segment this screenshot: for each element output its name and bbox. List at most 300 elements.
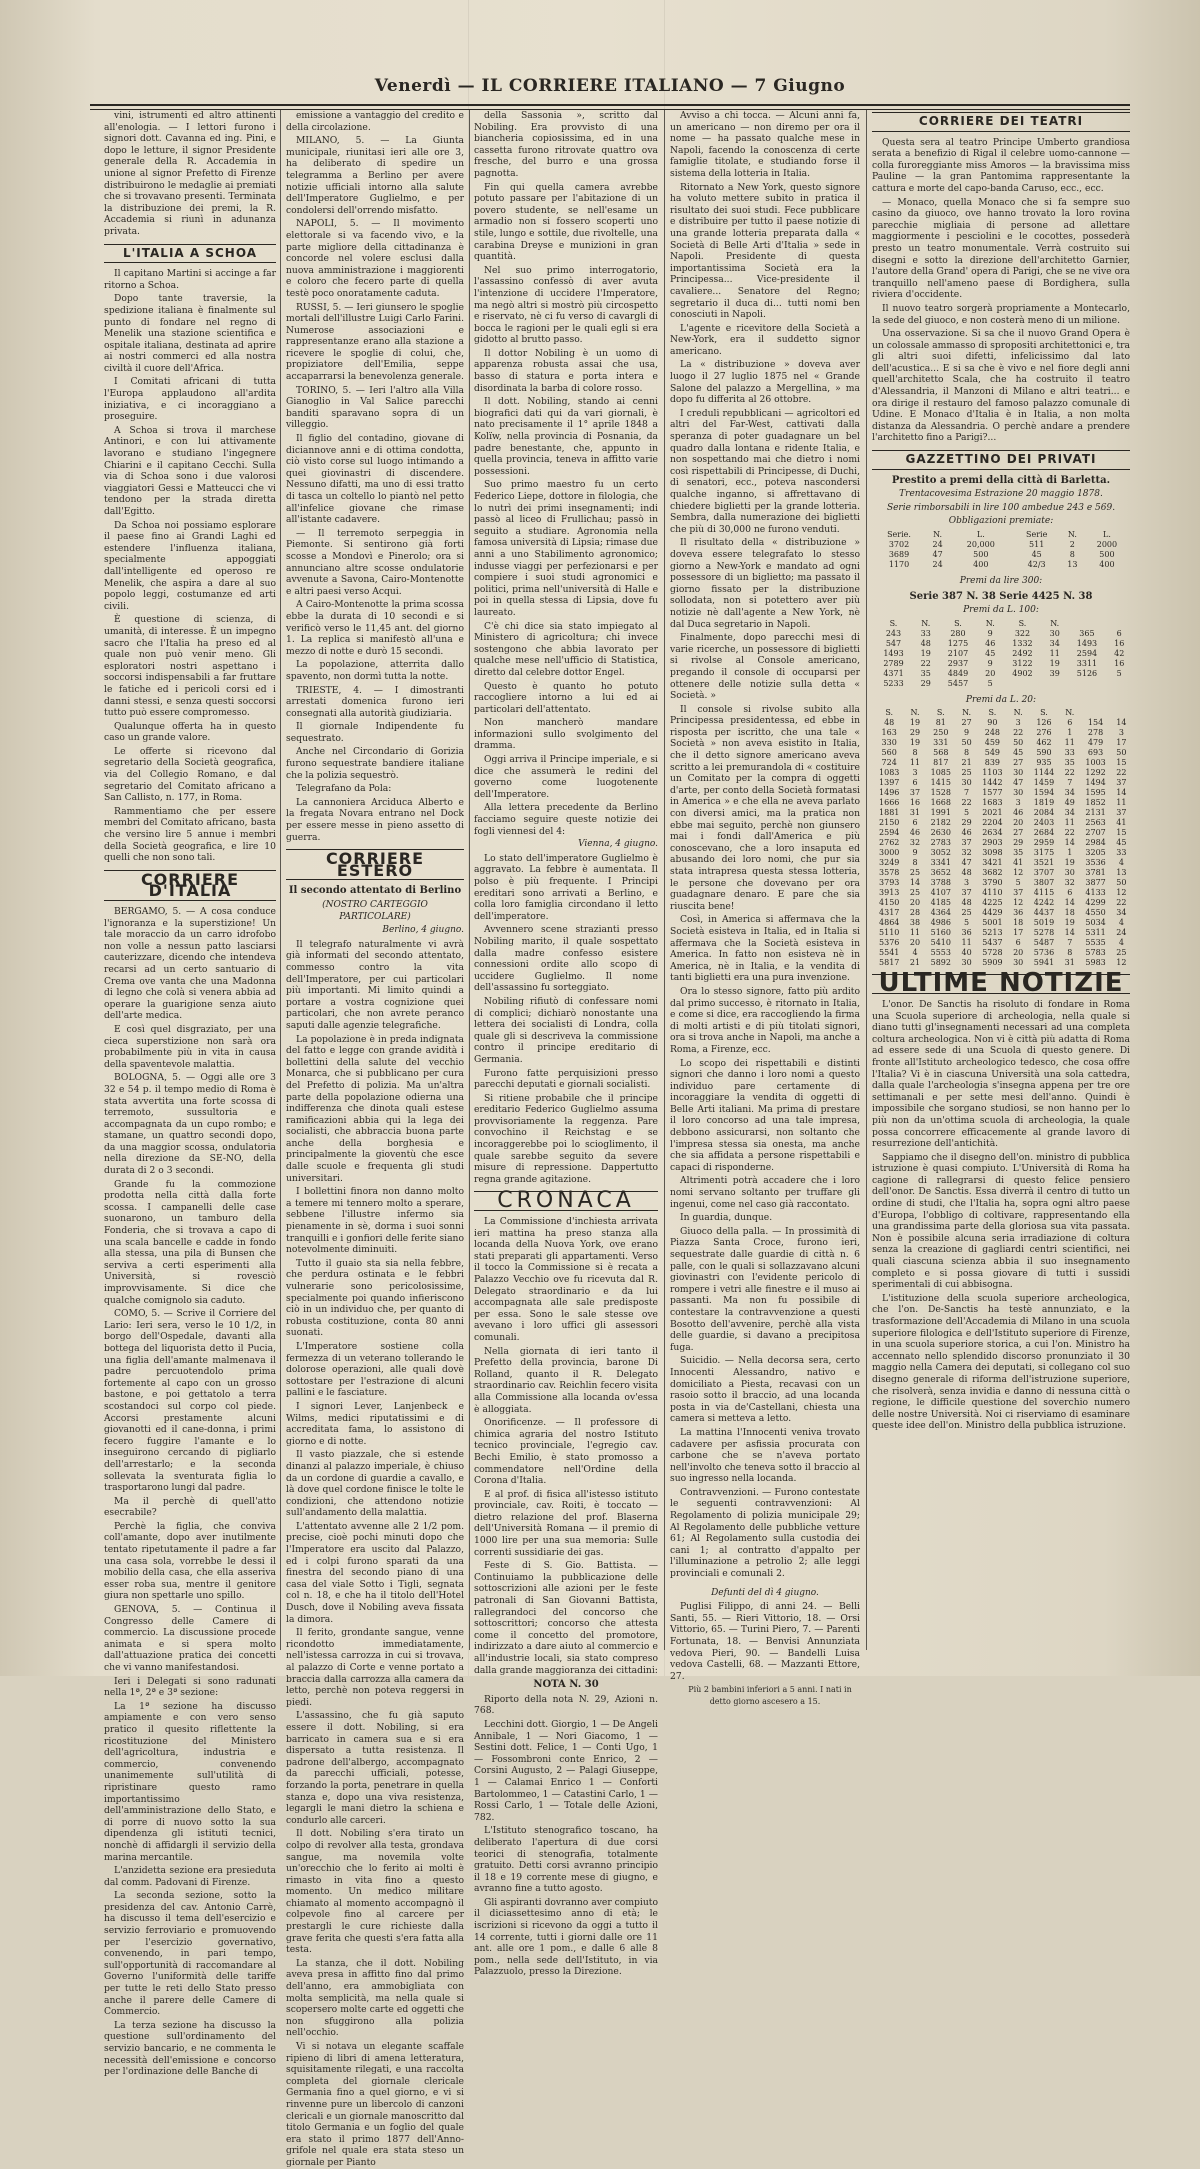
table-cell: 9 xyxy=(912,848,918,858)
table-cell: 4 xyxy=(1118,918,1124,928)
table-cell: 462 xyxy=(1036,738,1052,748)
table-cell: 20 xyxy=(1013,818,1024,828)
table-cell: 46 xyxy=(985,638,996,648)
table-cell: 5110 xyxy=(879,928,900,938)
table-cell: 25 xyxy=(961,908,972,918)
lotto-table-100 xyxy=(872,619,1130,689)
paragraph: I Comitati africani di tutta l'Europa applaudono all'ardita iniziativa, e ci incoraggiano a proseguire. xyxy=(104,376,276,423)
table-cell: 3913 xyxy=(879,888,900,898)
column-separator xyxy=(469,110,470,1650)
table-cell: 6 xyxy=(912,818,918,828)
table-cell: 1493 xyxy=(1076,638,1098,648)
paragraph: Il nuovo teatro sorgerà propriamente a Montecarlo, la sede del giuoco, e non costerà meno di un milione. xyxy=(872,302,1130,326)
table-cell: 3311 xyxy=(1076,658,1098,668)
table-cell: 3793 xyxy=(879,878,900,888)
table-cell: 15 xyxy=(1116,758,1127,768)
paragraph: Una osservazione. Si sa che il nuovo Grand Opera è un colossale ammasso di spropositi architettonici e, tra gli altri suoi difetti, infelicissimo dal lato dell'acustica... E si sa che è vivo e nel fiore degli anni quell'architetto Scala, che ha costruito il teatro d'Alessandria, il Manzoni di Milano e altri teatri... e ora dirige il restauro del famoso palazzo comunale di Udine. E Monaco d'Italia è in Italia, a non molta distanza da Alessandria. O perchè andare a prendere l'architetto fino a Parigi?... xyxy=(872,328,1130,444)
table-cell: 27 xyxy=(1013,828,1024,838)
table-cell: 500 xyxy=(1099,550,1115,559)
table-header: N. xyxy=(962,708,972,718)
lotto-line: Serie rimborsabili in lire 100 ambedue 243 e 569. xyxy=(886,502,1116,513)
table-header: S. xyxy=(1040,708,1048,718)
table-cell: 5 xyxy=(1116,668,1122,678)
section-title-cronaca: CRONACA xyxy=(474,1191,658,1211)
table-cell: 2182 xyxy=(930,818,951,828)
table-cell: 48 xyxy=(961,898,972,908)
table-cell: 1528 xyxy=(930,788,951,798)
table-cell: 5457 xyxy=(947,678,969,688)
premi-20-label: Premi da L. 20: xyxy=(965,694,1037,705)
table-cell: 37 xyxy=(961,838,972,848)
paragraph: Onorificenze. — Il professore di chimica agraria del nostro Istituto tecnico provinciale, l'egregio cav. Bechi Emilio, è stato promosso a commendatore nell'Ordine della Corona d'Italia. xyxy=(474,1417,658,1487)
table-row xyxy=(872,838,1130,848)
paragraph: C'è chi dice sia stato impiegato al Ministero di agricoltura; chi invece sostengono che abbia lavorato per qualche mese nell'ufficio di Statistica, diretto dal celebre dottor Engel. xyxy=(474,620,658,678)
table-cell: 42 xyxy=(1114,648,1125,658)
table-cell: 36 xyxy=(961,928,972,938)
defunti-list: Puglisi Filippo, di anni 24. — Belli Santi, 55. — Rieri Vittorio, 18. — Orsi Vittorio, 65. — Turini Piero, 7. — Parenti Fortunata, 18. — Benvisi Annunziata vedova Pieri, 90. — Bandelli Luisa vedova Castelli, 68. — Mazzanti Ettore, 27. xyxy=(670,1601,860,1682)
table-cell: 19 xyxy=(920,648,931,658)
paragraph: La stanza, che il dott. Nobiling aveva presa in affitto fino dal primo dell'anno, era ammobigliata con molta semplicità, ma nella quale si scopersero molte carte ed oggetti che non sfuggirono alla polizia nell'occhio. xyxy=(286,1957,464,2039)
table-row xyxy=(872,928,1130,938)
table-cell: 48 xyxy=(961,868,972,878)
column-separator xyxy=(664,110,665,1650)
paragraph: L'onor. De Sanctis ha risoluto di fondare in Roma una Scuola superiore di archeologia, nella quale si diano tutti gl'insegnamenti necessari ad una completa coltura archeologica. Non vi è città più adatta di Roma ad essere sede di una Scuola di questo genere. Di fronte all'Istituto archeologico tedesco, che cosa offre l'Italia? Vi è in ciascuna Università una sola cattedra, dalla quale l'archeologia s'insegna appena per tre ore settimanali e per sette mesi dell'anno. Quindi è impossibile che sorgano studiosi, se non hanno per lo più non da un'ottima scuola di archeologia, la quale possa concorrere efficacemente al grande lavoro di resurrezione dell'antichità. xyxy=(872,998,1130,1150)
table-cell: 3707 xyxy=(1033,868,1055,878)
table-cell: 33 xyxy=(920,628,931,638)
table-cell: 47 xyxy=(932,550,943,559)
column-5 xyxy=(872,110,1130,1650)
table-cell: 13 xyxy=(1116,868,1127,878)
table-cell: 29 xyxy=(909,728,921,738)
table-cell: 3000 xyxy=(879,848,900,858)
table-cell: 9 xyxy=(987,658,993,668)
table-cell: 1415 xyxy=(930,778,951,788)
lotto-heading: Prestito a premi della città di Barletta. xyxy=(891,474,1111,486)
table-cell: 2903 xyxy=(982,838,1003,848)
table-cell: 34 xyxy=(1064,788,1075,798)
table-row xyxy=(872,560,1130,570)
paragraph: Il dottor Nobiling è un uomo di apparenza robusta assai che usa, basso di statura e porta intera e disordinata la barba di colore rosso. xyxy=(474,347,658,394)
table-cell: 50 xyxy=(1116,748,1127,758)
paragraph: Finalmente, dopo parecchi mesi di varie ricerche, un possessore di biglietti si rivolse al Console americano, pregando il console di occuparsi per ottenere delle notizie sulla detta « Società. » xyxy=(670,632,860,702)
table-cell: 2684 xyxy=(1033,828,1055,838)
table-cell: 4 xyxy=(912,948,918,958)
table-cell: 5126 xyxy=(1076,668,1098,678)
article-corriere-italia xyxy=(104,906,276,2078)
table-cell: 5941 xyxy=(1033,958,1055,968)
table-cell: 45 xyxy=(1013,748,1024,758)
table-cell: 322 xyxy=(1014,628,1031,638)
table-cell: 50 xyxy=(1013,738,1024,748)
table-cell: 4299 xyxy=(1085,898,1106,908)
table-cell: 4550 xyxy=(1085,908,1106,918)
paragraph: Nobiling rifiutò di confessare nomi di complici; dichiarò nonostante una lettera dei socialisti di Londra, colla quale gli si descriveva la commissione contro il principe ereditario di Germania. xyxy=(474,995,658,1065)
table-cell: 4225 xyxy=(982,898,1003,908)
paragraph: Gli aspiranti dovranno aver compiuto il diciassettesimo anno di età; le iscrizioni si ricevono da oggi a tutto il 14 corrente, tutti i giorni dalle ore 11 ant. alle ore 1 pom., e dalle 6 alle 8 pom., nella sede dell'Istituto, in via Palazzuolo, presso la Direzione. xyxy=(474,1896,659,1978)
table-cell: 5783 xyxy=(1085,948,1106,958)
table-cell: 248 xyxy=(984,728,1001,738)
table-cell: 4429 xyxy=(982,908,1003,918)
table-row xyxy=(872,808,1130,818)
table-cell: 4 xyxy=(1118,858,1124,868)
table-row xyxy=(872,728,1130,738)
table-header: Serie. xyxy=(887,530,911,539)
paragraph: La popolazione è in preda indignata del fatto e legge con grande avidità i bollettini della salute del vecchio Monarca, che si pubblicano per cura del Prefetto di polizia. Ma un'altra parte della popolazione odierna una indifferenza che dinota quali estese ramificazioni abbia qui la lega dei socialisti, che abbraccia buona parte anche della borghesia e principalmente la gioventù che esce dalle scuole e frequenta gli studi universitari. xyxy=(286,1033,464,1184)
table-cell: 14 xyxy=(909,878,921,888)
article-headline: Il secondo attentato di Berlino xyxy=(288,885,462,897)
table-header: N. xyxy=(933,530,943,539)
paragraph: Il dott. Nobiling s'era tirato un colpo di revolver alla testa, grondava sangue, ma novemila volte un'orecchio che lo ferito ai molti è rimasto in vita fino a questo momento. Un medico militare chiamato al momento accompagnò il colpevole fino al carcere per prestargli le cure richieste dalla grave ferita che questi s'era fatta alla testa. xyxy=(286,1828,464,1956)
table-row xyxy=(872,679,1130,689)
table-cell: 34 xyxy=(1116,908,1127,918)
table-cell: 2150 xyxy=(879,818,900,828)
table-cell: 278 xyxy=(1087,728,1104,738)
table-cell: 19 xyxy=(1064,918,1075,928)
table-cell: 29 xyxy=(920,678,931,688)
table-cell: 5213 xyxy=(982,928,1003,938)
table-cell: 30 xyxy=(1013,768,1024,778)
table-cell: 2492 xyxy=(1012,648,1033,658)
table-header: Serie xyxy=(1025,530,1048,539)
table-cell: 3 xyxy=(1015,718,1021,728)
table-row xyxy=(872,738,1130,748)
table-cell: 14 xyxy=(1064,838,1075,848)
table-cell: 547 xyxy=(885,638,902,648)
table-cell: 1668 xyxy=(930,798,951,808)
paragraph: della Sassonia », scritto dal Nobiling. Era provvisto di una biancheria copiosissima, ed in una cassetta furono ritrovate quattro ova fresche, del burro e una grossa pagnotta. xyxy=(474,110,658,179)
table-cell: 724 xyxy=(881,758,897,768)
table-cell: 36 xyxy=(1013,908,1024,918)
table-header: N. xyxy=(921,618,931,628)
table-cell: 34 xyxy=(1049,638,1060,648)
table-cell: 32 xyxy=(1064,878,1075,888)
dateline: Berlino, 4 giugno. xyxy=(382,925,464,936)
table-row xyxy=(872,898,1130,908)
table-row xyxy=(872,540,1130,550)
table-cell: 5487 xyxy=(1033,938,1055,948)
table-cell: 5892 xyxy=(930,958,951,968)
article-italia-schoa xyxy=(104,268,276,864)
paragraph: La terza sezione ha discusso la questione sull'ordinamento del servizio bancario, e ne commenta le necessità dell'emissione e concorso per l'ordinazione delle Banche di xyxy=(104,2019,276,2078)
table-cell: 6 xyxy=(912,778,918,788)
table-cell: 11 xyxy=(1116,798,1127,808)
paragraph: NAPOLI, 5. — Il movimento elettorale si va facendo vivo, e la parte migliore della cittadinanza è concorde nel volere esclusi dalla nuova amministrazione i maggiorenti e coloro che fecero parte di quella testè poco onoratamente caduta. xyxy=(286,218,464,299)
table-cell: 5 xyxy=(964,808,970,818)
paragraph: E così quel disgraziato, per una cieca superstizione non sarà ora probabilmente più in vita in causa della spaventevole malattia. xyxy=(104,1023,276,1070)
table-cell: 2959 xyxy=(1033,838,1055,848)
table-row xyxy=(872,878,1130,888)
table-cell: 479 xyxy=(1087,738,1104,748)
table-cell: 12 xyxy=(1013,868,1024,878)
table-cell: 19 xyxy=(909,718,921,728)
table-cell: 5541 xyxy=(879,948,900,958)
table-cell: 4150 xyxy=(879,898,900,908)
article-subtitle: (NOSTRO CARTEGGIO PARTICOLARE) xyxy=(322,900,428,922)
table-cell: 3521 xyxy=(1033,858,1055,868)
defunti-note: Più 2 bambini inferiori a 5 anni. I nati in detto giorno ascesero a 15. xyxy=(688,1685,852,1706)
table-cell: 3175 xyxy=(1033,848,1055,858)
column-3 xyxy=(474,110,659,1978)
table-cell: 2084 xyxy=(1033,808,1055,818)
table-row xyxy=(872,778,1130,788)
paragraph: Lecchini dott. Giorgio, 1 — De Angeli Annibale, 1 — Nori Giacomo, 1 — Sestini dott. Felice, 1 — Conti Ugo, 1 — Fossombroni conte Enrico, 2 — Corsini Augusto, 2 — Palagi Giuseppe, 1 — Calamai Enrico 1 — Conforti Bartolommeo, 1 — Catastini Carlo, 1 — Rossi Carlo, 1 — Totale delle Azioni, 782. xyxy=(474,1718,658,1823)
table-cell: 81 xyxy=(935,718,946,728)
table-cell: 8 xyxy=(964,748,970,758)
table-row xyxy=(872,858,1130,868)
paragraph: Le offerte si ricevono dal segretario della Società geografica, via del Collegio Romano, e dal segretario del Comitato africano a San Callisto, n. 177, in Roma. xyxy=(104,745,276,804)
paragraph: emissione a vantaggio del credito e della circolazione. xyxy=(286,110,464,133)
table-row xyxy=(872,718,1130,728)
section-title-ultime-notizie: ULTIME NOTIZIE xyxy=(872,974,1130,994)
table-cell xyxy=(1065,679,1108,689)
table-cell: 5233 xyxy=(883,678,904,688)
table-cell: 47 xyxy=(961,858,972,868)
table-cell: 2937 xyxy=(947,658,969,668)
table-cell: 33 xyxy=(1116,848,1127,858)
table-cell: 46 xyxy=(909,828,921,838)
paragraph: Ritornato a New York, questo signore ha voluto mettere subito in pratica il risultato dei suoi studi. Fece pubblicare e distribuire per tutto il paese notizie di una grande lotteria preparata dalla « Società di Belle Arti d'Italia » sede in Napoli. Presidente di questa importantissima Società era la Principessa... Vice-presidente il cavaliere... Senatore del Regno; segretario il duca di... tutti nomi ben conosciuti in Napoli. xyxy=(670,181,860,321)
table-cell: 24 xyxy=(932,540,943,549)
column-1 xyxy=(104,110,276,2078)
table-header: N. xyxy=(1013,708,1023,718)
paragraph: RUSSI, 5. — Ieri giunsero le spoglie mortali dell'illustre Luigi Carlo Farini. Numerose associazioni e rappresentanze erano alla stazione a ricevere le spoglie di colui, che, propiziatore dell'Emilia, seppe accaparrarsi la benevolenza generale. xyxy=(286,301,464,383)
table-cell: 154 xyxy=(1087,718,1104,728)
table-cell: 3421 xyxy=(982,858,1003,868)
table-cell: 2594 xyxy=(879,828,900,838)
table-cell: 2021 xyxy=(982,808,1003,818)
table-cell: 331 xyxy=(933,738,949,748)
table-cell: 32 xyxy=(909,838,921,848)
table-cell: 47 xyxy=(1013,778,1024,788)
paragraph: Così, in America si affermava che la Società esisteva in Italia, ed in Italia si affermava che la Società esisteva in America. In fatto non esisteva nè in America, nè in Italia, e la vendita di tanti biglietti era una pura invenzione. xyxy=(670,914,860,984)
paragraph: Telegrafano da Pola: xyxy=(296,783,392,795)
section-title-corriere-estero: CORRIERE ESTERO xyxy=(286,849,464,880)
table-cell: 3205 xyxy=(1085,848,1106,858)
paragraph: Lo scopo dei rispettabili e distinti signori che danno i loro nomi a questo individuo pare certamente di incoraggiare la vendita di oggetti di Belle Arti italiani. Ma prima di prestare il loro concorso ad una tale impresa, debbono assicurarsi, non soltanto che l'impresa stessa sia onesta, ma anche che sia affidata a persone rispettabili e capaci di risponderne. xyxy=(670,1057,860,1173)
paragraph: Nella giornata di ieri tanto il Prefetto della provincia, barone Di Rolland, quanto il R. Delegato straordinario cav. Reichlin fecero visita alla Commissione alla locanda ov'essa è alloggiata. xyxy=(474,1345,658,1415)
table-row xyxy=(872,550,1130,560)
table-cell: 31 xyxy=(909,808,921,818)
table-cell: 27 xyxy=(961,718,972,728)
table-cell: 5535 xyxy=(1085,938,1106,948)
table-cell: 3341 xyxy=(930,858,951,868)
table-cell: 3877 xyxy=(1085,878,1106,888)
lotto-line: Obbligazioni premiate: xyxy=(948,516,1054,527)
table-cell: 1819 xyxy=(1033,798,1055,808)
lotto-line: Trentacovesima Estrazione 20 maggio 1878. xyxy=(899,489,1103,500)
paragraph: TORINO, 5. — Ieri l'altro alla Villa Gianoglio in Val Salice parecchi banditi sparavano sopra di un villeggio. xyxy=(286,384,464,431)
table-cell: 16 xyxy=(1114,658,1125,668)
table-row xyxy=(872,748,1130,758)
column-4 xyxy=(670,110,860,1706)
table-row xyxy=(872,948,1130,958)
table-cell: 5 xyxy=(1015,878,1021,888)
table-cell: 11 xyxy=(1064,738,1075,748)
table-row xyxy=(872,848,1130,858)
paragraph: Questa sera al teatro Principe Umberto grandiosa serata a benefizio di Rigal il celebre uomo-cannone — colla furoreggiante miss Amoros — la bravissima miss Pauline — la gran Pantomima rappresentante la cattura e morte del capo-banda Caruso, ecc., ecc. xyxy=(872,136,1130,194)
table-cell: 3781 xyxy=(1085,868,1106,878)
paragraph: La mattina l'Innocenti veniva trovato cadavere per asfissia procurata con carbone che se n'aveva portato nell'involto che teneva sotto il braccio al suo ingresso nella locanda. xyxy=(670,1426,860,1485)
premi-100-label: Premi da L. 100: xyxy=(963,605,1039,616)
table-row xyxy=(872,888,1130,898)
table-cell: 3536 xyxy=(1085,858,1106,868)
table-cell: 17 xyxy=(1116,738,1127,748)
table-cell: 4242 xyxy=(1033,898,1055,908)
table-cell: 30 xyxy=(1013,958,1024,968)
paragraph: Anche nel Circondario di Gorizia furono sequestrate bandiere italiane che la polizia sequestrò. xyxy=(286,746,464,781)
table-cell: 935 xyxy=(1036,758,1052,768)
table-header: N. xyxy=(1050,618,1060,628)
paragraph: Il dott. Nobiling, stando ai cenni biografici dati qui da vari giornali, è nato precisamente il 1° aprile 1848 a Kolïw, nella provincia di Posnania, da padre benestante, che, appunto in quella provincia, teneva in affitto varie possessioni. xyxy=(474,396,658,477)
paragraph: Sappiamo che il disegno dell'on. ministro di pubblica istruzione è quasi compiuto. L'Università di Roma ha cagione di rallegrarsi di questo felice pensiero dell'onor. De Sanctis. Essa diverrà il centro di tutto un ordine di studi, che l'Italia ha, sopra ogni altro paese d'Europa, l'obbligo di coltivare, rappresentando ella una grandissima parte della gloriosa sua vita passata. Non è possibile alcuna seria irradiazione di coltura senza la creazione di gagliardi centri scientifici, nei quali ciascuna scienza abbia il suo insegnamento completo e si possa giovare di tutti i sussidi sperimentali di cui abbisogna. xyxy=(872,1151,1130,1291)
table-cell: 20 xyxy=(1013,948,1024,958)
table-cell: 35 xyxy=(1013,848,1024,858)
table-cell: 18 xyxy=(1013,918,1024,928)
column-separator xyxy=(866,110,867,1650)
table-cell: 1493 xyxy=(883,648,904,658)
table-row xyxy=(872,918,1130,928)
table-cell: 41 xyxy=(1116,818,1127,828)
paragraph: Perchè la figlia, che conviva coll'amante, dopo aver inutilmente tentato ripetutamente il padre a far una casa sola, vorrebbe le dessi il mobilio della casa, che ella asseriva esser roba sua, mentre il genitore giura non spettarle uno spillo. xyxy=(104,1520,276,1602)
table-cell: 37 xyxy=(1013,888,1024,898)
table-header: S. xyxy=(936,708,945,718)
table-cell: 32 xyxy=(961,848,972,858)
paragraph: Dopo tante traversie, la spedizione italiana è finalmente sul punto di fondare nel regno di Menelik una stazione scientifica e ospitale italiana, destinata ad aprire ai nostri commerci ed alla nostra civiltà il cuore dell'Africa. xyxy=(104,293,276,374)
paragraph: Il telegrafo naturalmente vi avrà già informati del secondo attentato, commesso contro la vita dell'Imperatore, per cui particolari più importanti. Mi limito quindi a portare a vostra cognizione quei particolari, che non avrete peranco saputi dalle agenzie telegrafiche. xyxy=(286,938,464,1031)
table-cell: 2403 xyxy=(1033,818,1055,828)
table-cell: 34 xyxy=(1064,808,1075,818)
table-cell: 3807 xyxy=(1033,878,1055,888)
table-cell: 2789 xyxy=(883,658,904,668)
table-cell: 2707 xyxy=(1085,828,1106,838)
table-cell: 28 xyxy=(909,908,921,918)
table-cell: 2563 xyxy=(1085,818,1106,828)
table-cell: 1003 xyxy=(1085,758,1106,768)
table-cell: 27 xyxy=(1013,758,1024,768)
table-cell: 1595 xyxy=(1085,788,1106,798)
table-row xyxy=(872,818,1130,828)
paragraph: La popolazione, atterrita dallo spavento, non dormì tutta la notte. xyxy=(286,659,464,682)
table-cell: 22 xyxy=(1064,828,1075,838)
table-cell: 6 xyxy=(1067,888,1073,898)
paragraph: Il console si rivolse subito alla Principessa presidentessa, ed ebbe in risposta per iscritto, che una tale « Società » non aveva esistito in Italia, che il detto signore americano aveva scritto a lei premurandola di « costituire un Comitato per la compra di oggetti d'arte, per conto della Società formatasi in America » e che ella ne aveva parlato con diversi amici, ma la pratica non ebbe mai seguito, perchè non giunsero mai i fondi dall'America e più conoscevano, che a loro insaputa ed abusando dei loro nomi, che pur sia stata intrapresa questa stessa lotteria, le persone che dovevano per ora guadagnare denaro. E pare che sia riuscita bene! xyxy=(670,703,860,912)
table-cell: 41 xyxy=(1013,858,1024,868)
section-title-corriere-italia: CORRIERE D'ITALIA xyxy=(104,870,276,901)
paragraph: Ieri i Delegati si sono radunati nella 1ª, 2ª e 3ª sezione: xyxy=(104,1675,276,1699)
table-cell: 4133 xyxy=(1085,888,1106,898)
table-cell: 1683 xyxy=(982,798,1003,808)
table-cell: 400 xyxy=(1099,560,1115,569)
table-cell: 25 xyxy=(1116,948,1127,958)
paragraph: Lo stato dell'imperatore Guglielmo è aggravato. La febbre è aumentata. Il polso è più frequente. I Principi ereditari sono arrivati a Berlino, e colla loro famiglia circondano il letto dell'imperatore. xyxy=(474,852,658,922)
paragraph: Si ritiene probabile che il principe ereditario Federico Guglielmo assuma provvisoriamente la reggenza. Pare convochino il Reichstag e se incoraggerebbe poi lo scioglimento, il quale sarebbe seguito da severe misure di repressione. Dappertutto regna grande agitazione. xyxy=(474,1092,658,1185)
table-cell: 4185 xyxy=(930,898,951,908)
table-cell: 250 xyxy=(933,728,949,738)
table-cell: 5410 xyxy=(930,938,951,948)
paragraph: Riporto della nota N. 29, Azioni n. 768. xyxy=(474,1693,658,1717)
paragraph: MILANO, 5. — La Giunta municipale, riunitasi ieri alle ore 3, ha deliberato di spedire un telegramma a Berlino per avere notizie ufficiali intorno alla salute dell'Imperatore Guglielmo, e per condolersi dell'orrendo misfatto. xyxy=(286,135,464,216)
paragraph: A Cairo-Montenotte la prima scossa ebbe la durata di 10 secondi e si verificò verso le 11,45 ant. del giorno 1. La replica si manifestò all'una e mezzo di notte e durò 15 secondi. xyxy=(286,599,464,657)
table-cell: 19 xyxy=(909,738,921,748)
table-cell: 590 xyxy=(1036,748,1052,758)
table-row xyxy=(872,669,1130,679)
paragraph: Non mancherò mandare informazioni sullo svolgimento del dramma. xyxy=(474,717,658,752)
table-cell: 30 xyxy=(1064,868,1075,878)
table-header: S. xyxy=(885,708,894,718)
section-title-teatri: CORRIERE DEI TEATRI xyxy=(872,112,1130,132)
table-cell: 2107 xyxy=(947,648,969,658)
table-cell: 500 xyxy=(973,550,989,559)
table-cell: 46 xyxy=(961,828,972,838)
paragraph: I bollettini finora non danno molto a temere mi tennero molto a sperare, sebbene l'illustre infermo sia pienamente in sè, dorma i suoi sonni tranquilli e i gonfiori delle ferite siano notevolmente diminuiti. xyxy=(286,1186,464,1256)
table-cell: 5 xyxy=(964,918,970,928)
paragraph: BERGAMO, 5. — A cosa conduce l'ignoranza e la superstizione! Un tale moraccio da un carro idrofobo non volle a nessun patto lasciarsi cauterizzare, dicendo che intendeva recarsi ad un certo santuario di Crema ove vanta che una Madonna di legno che colà si venera abbia ad operare la guarigione senza aiuto dell'arte medica. xyxy=(104,906,276,1022)
paragraph: La seconda sezione, sotto la presidenza del cav. Antonio Carrè, ha discusso il tema dell'esercizio e servizio ferroviario e promuovendo per l'esercizio governativo, convenendo, in pari tempo, sull'opportunità di raccomandare al Governo l'uniformità delle tariffe per tutte le reti dello Stato presso anche il parere delle Camere di Commercio. xyxy=(104,1890,276,2018)
paragraph: I signori Lever, Lanjenbeck e Wilms, medici riputatissimi e di accreditata fama, lo assistono di giorno e di notte. xyxy=(286,1400,464,1447)
table-cell: 4110 xyxy=(982,888,1003,898)
paragraph: Suicidio. — Nella decorsa sera, certo Innocenti Alessandro, nativo e domiciliato a Piesta, recavasi con un rasoio sotto il braccio, ad una locanda posta in via de'Castellani, chiesta una camera si metteva a letto. xyxy=(670,1355,860,1425)
table-cell: 3578 xyxy=(879,868,900,878)
table-cell: 8 xyxy=(912,858,918,868)
paragraph: L'agente e ricevitore della Società a New-York, era il suddetto signor americano. xyxy=(670,322,860,357)
table-cell: 5817 xyxy=(879,958,900,968)
table-cell: 1442 xyxy=(982,778,1003,788)
table-cell: 3052 xyxy=(930,848,951,858)
table-cell: 4364 xyxy=(930,908,951,918)
table-cell: 2762 xyxy=(879,838,900,848)
table-cell: 25 xyxy=(909,868,921,878)
table-cell: 22 xyxy=(1116,898,1127,908)
table-row xyxy=(872,828,1130,838)
table-cell: 33 xyxy=(1064,748,1075,758)
table-cell: 1991 xyxy=(930,808,951,818)
table-row xyxy=(872,649,1130,659)
table-cell: 1397 xyxy=(879,778,900,788)
table-cell: 20,000 xyxy=(966,540,995,549)
paragraph: Il ferito, grondante sangue, venne ricondotto immediatamente, nell'istessa carrozza in cui si trovava, al palazzo di Corte e venne portato a braccia dalla carrozza alla camera da letto, perchè non poteva reggersi in piedi. xyxy=(286,1627,464,1708)
table-cell: 3702 xyxy=(888,540,910,549)
table-cell: 30 xyxy=(1013,788,1024,798)
premi-300-text: Serie 387 N. 38 Serie 4425 N. 38 xyxy=(909,590,1093,602)
table-cell: 14 xyxy=(1064,898,1075,908)
paragraph: Tutto il guaio sta sia nella febbre, che perdura ostinata e le febbri vulnerarie sono pericolosissime, specialmente poi quando infieriscono ciò in un individuo che, per quanto di robusta costituzione, conta 80 anni suonati. xyxy=(286,1257,464,1339)
table-cell: 42/3 xyxy=(1027,560,1046,569)
paragraph: Alla lettera precedente da Berlino facciamo seguire queste notizie dei fogli viennesi del 4: xyxy=(474,802,658,837)
paragraph: Il risultato della « distribuzione » doveva essere telegrafato lo stesso giorno a New-York e mandato ad ogni possessore di un biglietto; ma passato il giorno fissato per la distribuzione sollodata, non si potettero aver più notizie nè dall'agente a New York, nè dal Duca segretario in Napoli. xyxy=(670,537,860,630)
table-cell: 5160 xyxy=(930,928,951,938)
table-cell: 45 xyxy=(985,648,996,658)
table-cell: 20 xyxy=(909,898,921,908)
table-cell: 1144 xyxy=(1033,768,1055,778)
table-cell: 46 xyxy=(1013,808,1024,818)
table-cell: 2634 xyxy=(982,828,1003,838)
table-cell: 400 xyxy=(973,560,989,569)
lotto-table-20 xyxy=(872,708,1130,968)
table-cell: 50 xyxy=(961,738,972,748)
table-cell: 22 xyxy=(1116,768,1127,778)
paragraph: BOLOGNA, 5. — Oggi alle ore 3 32 e 54 p. il tempo medio di Roma è stata avvertita una forte scossa di terremoto, sussultoria e accompagnata da un cupo rombo; e stamane, un quattro secondi dopo, da una maggior scossa, ondulatoria nella direzione da SE-NO, della durata di 2 o 3 secondi. xyxy=(104,1072,276,1177)
table-cell: 6 xyxy=(1116,628,1122,638)
table-cell: 45 xyxy=(1031,550,1042,559)
table-row xyxy=(872,788,1130,798)
paragraph: Il figlio del contadino, giovane di diciannove anni e di ottima condotta, ciò visto corse sul luogo intimando a quei giovinastri di discendere. Nessuno difatti, ma uno di essi tratto di tasca un coltello lo piantò nel petto all'infelice giovane che rimase all'istante cadavere. xyxy=(286,433,464,526)
paragraph: La « distribuzione » doveva aver luogo il 27 luglio 1875 nel « Grande Salone del palazzo a Mergellina, » ma dopo fu differita al 26 ottobre. xyxy=(670,359,860,406)
table-cell: 11 xyxy=(961,938,972,948)
lotto-table-main xyxy=(872,530,1130,570)
table-cell: 19 xyxy=(1049,658,1060,668)
paragraph: Contravvenzioni. — Furono contestate le seguenti contravvenzioni: Al Regolamento di polizia municipale 29; Al Regolamento delle pubbliche vetture 61; Al Regolamento sulla custodia dei cani 1; al contratto d'appalto per l'illuminazione a petrolio 2; alle leggi provinciali e comunali 2. xyxy=(670,1486,860,1580)
paragraph: L'Imperatore sostiene colla fermezza di un veterano tollerando le dolorose operazioni, alle quali dovè sottostare per l'estrazione di alcuni pallini e le fasciature. xyxy=(286,1340,464,1399)
